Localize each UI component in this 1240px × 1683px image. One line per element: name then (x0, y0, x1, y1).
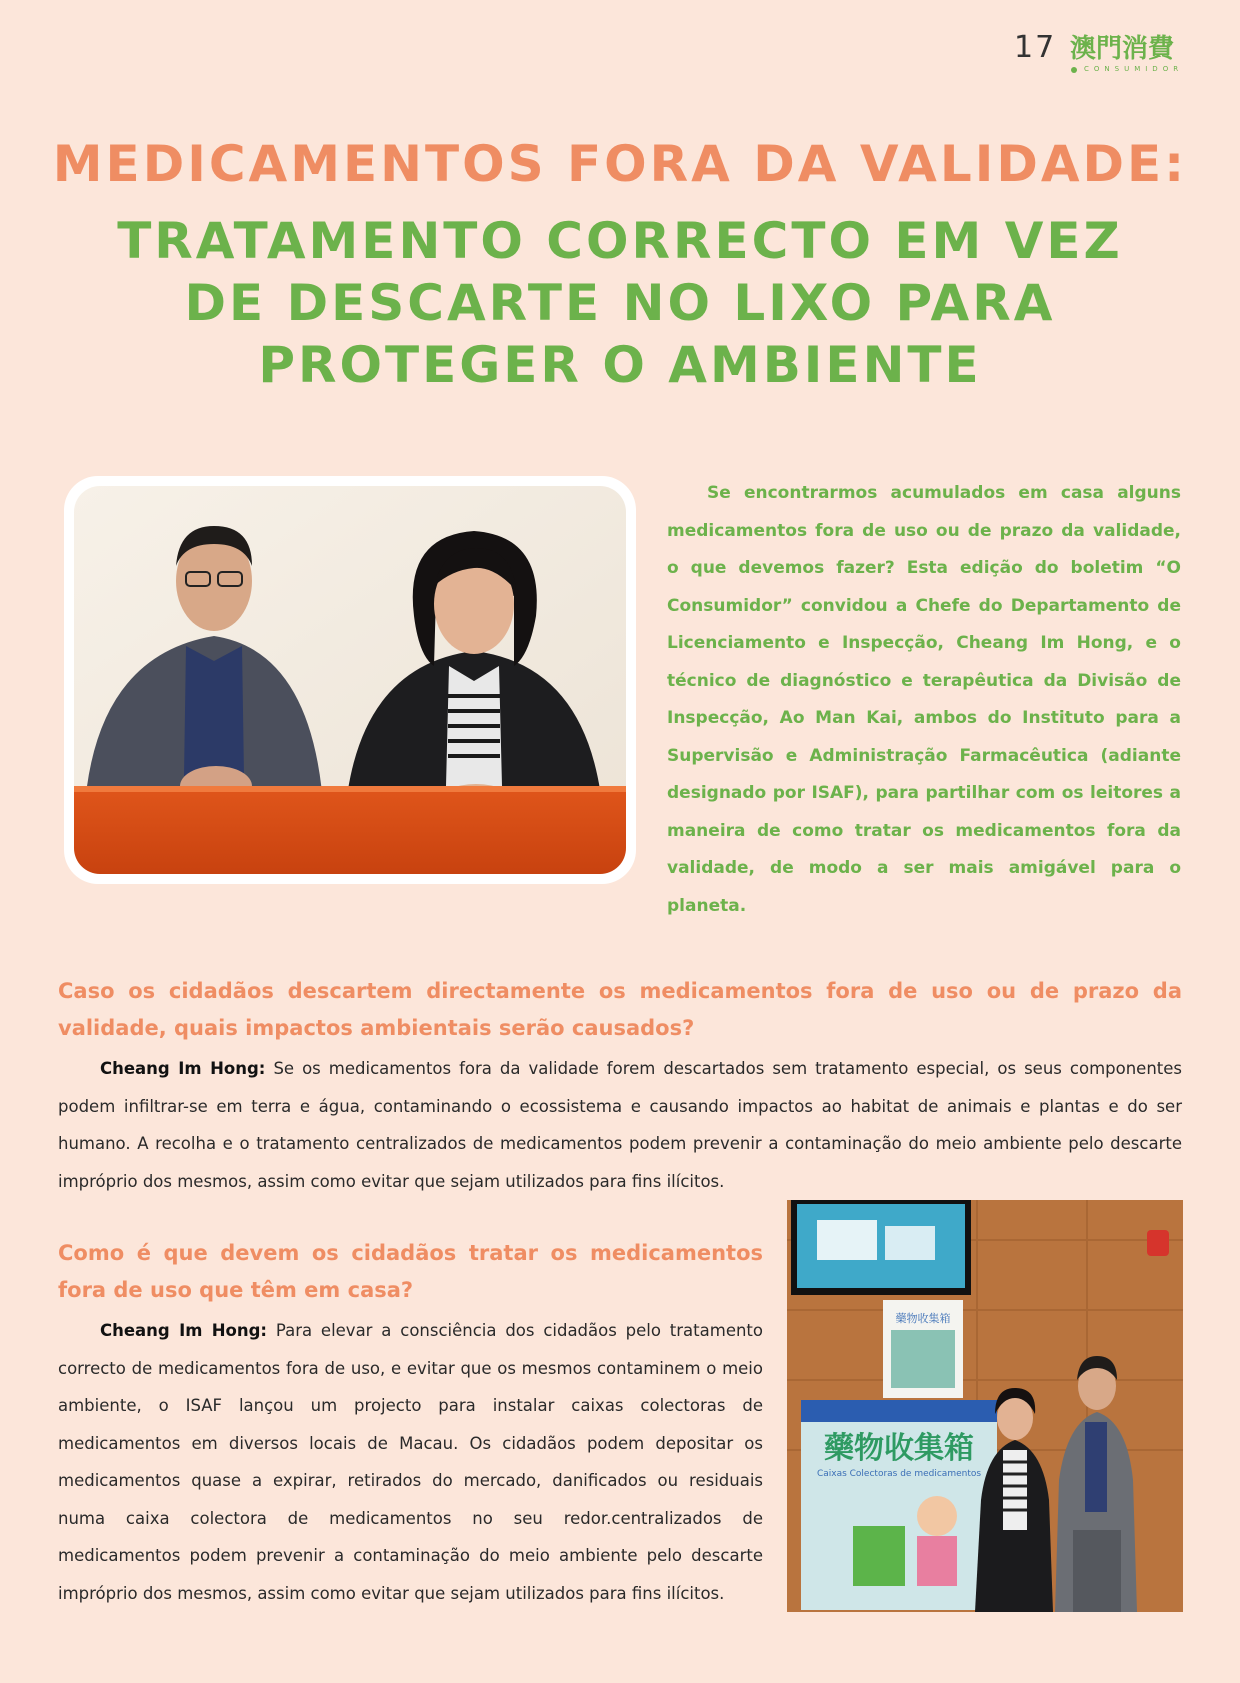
title-line-2: TRATAMENTO CORRECTO EM VEZ DE DESCARTE NO LIXO PARA PROTEGER O AMBIENTE (117, 212, 1123, 394)
answer-2-speaker: Cheang Im Hong: (100, 1321, 268, 1340)
logo-chinese-text: 澳門消費 (1070, 34, 1175, 64)
page-number: 17 (1014, 30, 1057, 65)
consumidor-logo (1070, 34, 1185, 78)
box-portuguese-label: Caixas Colectoras de medicamentos (816, 1469, 982, 1479)
intro-paragraph: Se encontrarmos acumulados em casa alguns medicamentos fora de uso ou de prazo da validade, o que devemos fazer? Esta edição do boletim “O Consumidor” convidou a Chefe do Departamento de Licenciamento e Inspecção, Cheang Im Hong, e o técnico de diagnóstico e terapêutica da Divisão de Inspecção, Ao Man Kai, ambos do Instituto para a Supervisão e Administração Farmacêutica (adiante designado por ISAF), para partilhar com os leitores a maneira de como tratar os medicamentos fora da validade, de modo a ser mais amigável para o planeta. (667, 483, 1181, 916)
logo-dot-icon (1071, 67, 1077, 73)
answer-1-text: Se os medicamentos fora da validade forem descartados sem tratamento especial, os seus componentes podem infiltrar-se em terra e água, contaminando o ecossistema e causando impactos ao habitat de animais e plantas e do ser humano. A recolha e o tratamento centralizados de medicamentos podem prevenir a contaminação do meio ambiente pelo descarte impróprio dos mesmos, assim como evitar que sejam utilizados para fins ilícitos. (58, 1059, 1182, 1191)
title-line-1: MEDICAMENTOS FORA DA VALIDADE: (52, 135, 1188, 193)
interview-photo (74, 486, 626, 874)
question-2: Como é que devem os cidadãos tratar os medicamentos fora de uso que têm em casa? (58, 1241, 763, 1302)
answer-1 (58, 1050, 1182, 1200)
small-sign-text: 藥物收集箱 (895, 1312, 951, 1325)
answer-2-text: Para elevar a consciência dos cidadãos pelo tratamento correcto de medicamentos fora de uso, e evitar que os mesmos contaminem o meio ambiente, o ISAF lançou um projecto para instalar caixas colectoras de medicamentos em diversos locais de Macau. Os cidadãos podem depositar os medicamentos quase a expirar, retirados do mercado, danificados ou residuais numa caixa colectora de medicamentos no seu redor.centralizados de medicamentos podem prevenir a contaminação do meio ambiente pelo descarte impróprio dos mesmos, assim como evitar que sejam utilizados para fins ilícitos. (58, 1321, 763, 1603)
logo-subtitle: CONSUMIDOR (1084, 65, 1184, 73)
collection-box-photo-image (787, 1200, 1183, 1612)
question-1: Caso os cidadãos descartem directamente os medicamentos fora de uso ou de prazo da validade, quais impactos ambientais serão causados? (58, 979, 1182, 1040)
box-chinese-label: 藥物收集箱 (824, 1431, 974, 1466)
interview-photo-frame (64, 476, 636, 884)
answer-1-speaker: Cheang Im Hong: (100, 1059, 266, 1078)
collection-box-photo (787, 1200, 1183, 1612)
answer-2 (58, 1312, 763, 1612)
